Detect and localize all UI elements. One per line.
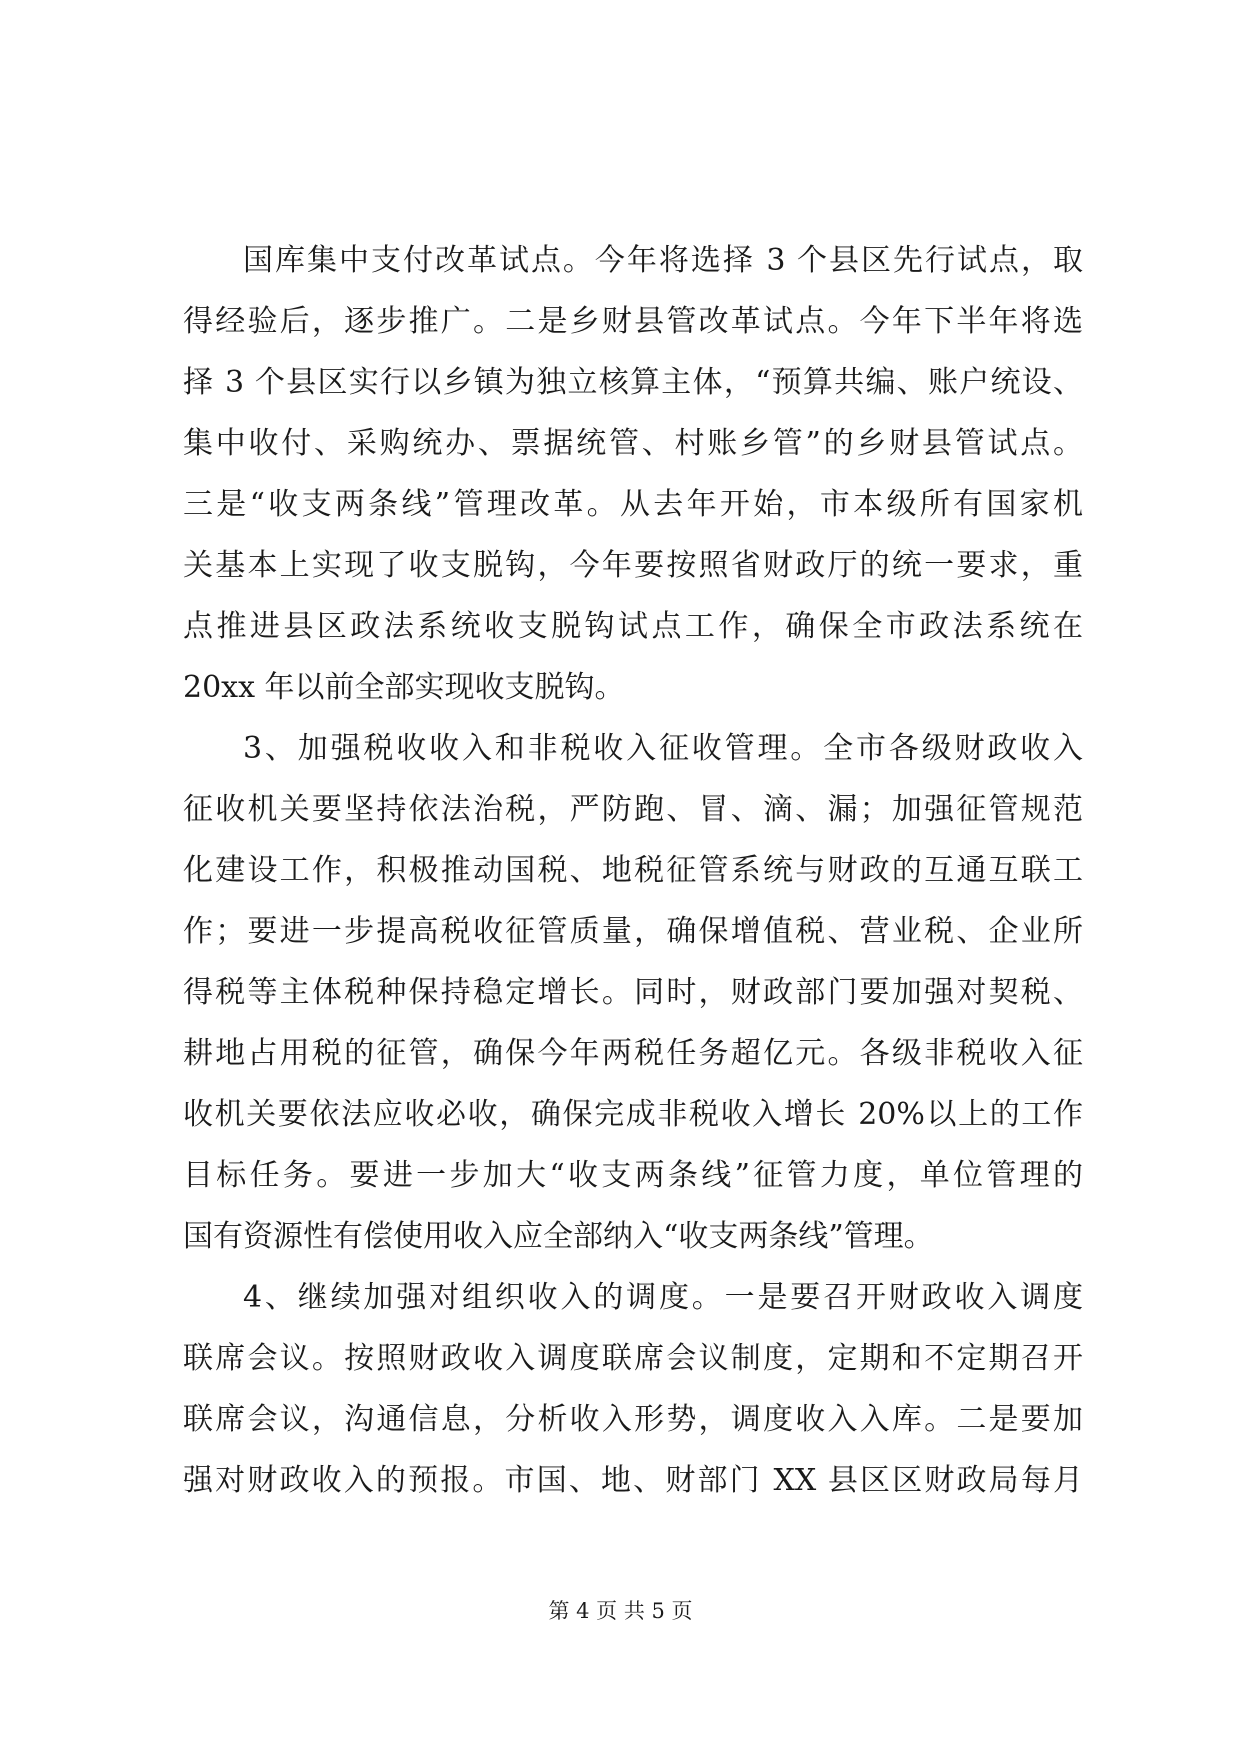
text-line-6: 关基本上实现了收支脱钩，今年要按照省财政厅的统一要求，重 [183, 548, 1083, 583]
text-line-17: 国有资源性有偿使用收入应全部纳入“收支两条线”管理。 [183, 1219, 934, 1254]
text-line-21: 强对财政收入的预报。市国、地、财部门 XX 县区区财政局每月 [183, 1463, 1083, 1498]
text-line-14: 耕地占用税的征管，确保今年两税任务超亿元。各级非税收入征 [183, 1036, 1083, 1071]
text-line-16: 目标任务。要进一步加大“收支两条线”征管力度，单位管理的 [183, 1158, 1083, 1193]
text-line-5: 三是“收支两条线”管理改革。从去年开始，市本级所有国家机 [183, 487, 1083, 522]
text-line-10: 征收机关要坚持依法治税，严防跑、冒、滴、漏；加强征管规范 [183, 792, 1083, 827]
text-line-19: 联席会议。按照财政收入调度联席会议制度，定期和不定期召开 [183, 1341, 1083, 1376]
text-line-13: 得税等主体税种保持稳定增长。同时，财政部门要加强对契税、 [183, 975, 1083, 1010]
text-line-18: 4、继续加强对组织收入的调度。一是要召开财政收入调度 [243, 1280, 1083, 1315]
text-line-2: 得经验后，逐步推广。二是乡财县管改革试点。今年下半年将选 [183, 304, 1083, 339]
page-footer: 第 4 页 共 5 页 [548, 1599, 693, 1623]
text-line-4: 集中收付、采购统办、票据统管、村账乡管”的乡财县管试点。 [183, 426, 1083, 461]
text-line-11: 化建设工作，积极推动国税、地税征管系统与财政的互通互联工 [183, 853, 1083, 888]
text-line-15: 收机关要依法应收必收，确保完成非税收入增长 20%以上的工作 [183, 1097, 1083, 1132]
text-line-20: 联席会议，沟通信息，分析收入形势，调度收入入库。二是要加 [183, 1402, 1083, 1437]
text-line-7: 点推进县区政法系统收支脱钩试点工作，确保全市政法系统在 [183, 609, 1083, 644]
text-line-12: 作；要进一步提高税收征管质量，确保增值税、营业税、企业所 [183, 914, 1083, 949]
text-line-8: 20xx 年以前全部实现收支脱钩。 [183, 670, 625, 705]
text-line-3: 择 3 个县区实行以乡镇为独立核算主体，“预算共编、账户统设、 [183, 365, 1083, 400]
text-line-1: 国库集中支付改革试点。今年将选择 3 个县区先行试点，取 [243, 243, 1083, 278]
body-text [183, 230, 1083, 1511]
text-line-9: 3、加强税收收入和非税收入征收管理。全市各级财政收入 [243, 731, 1083, 766]
